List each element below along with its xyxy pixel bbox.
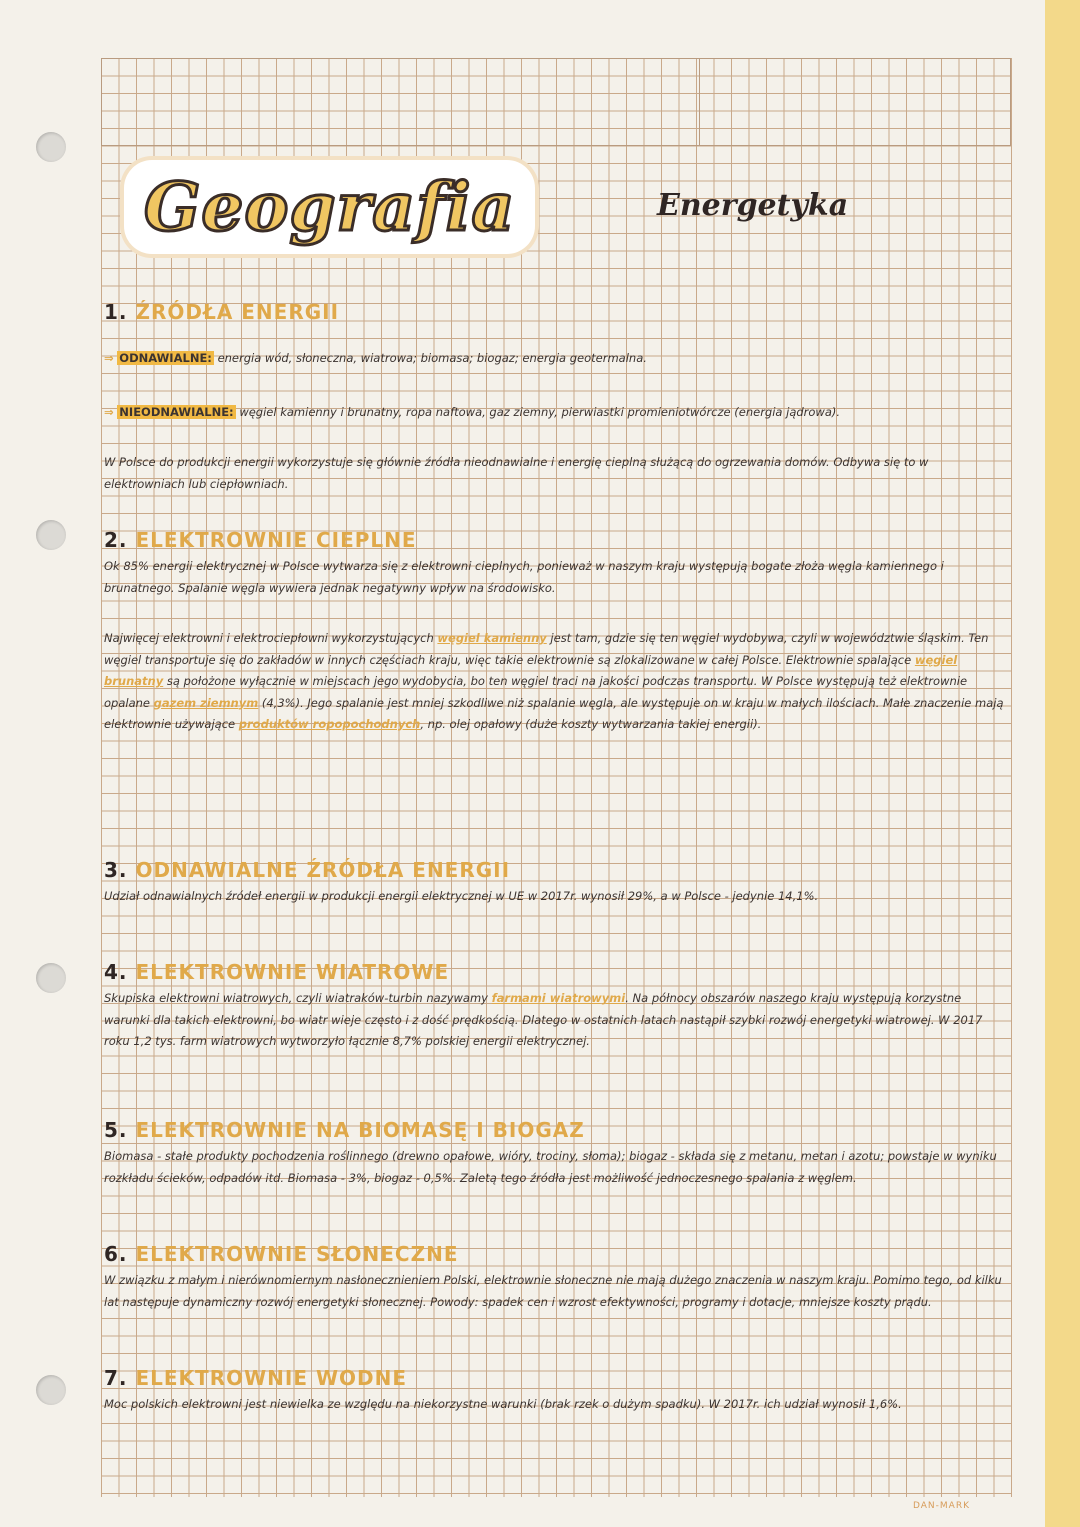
- punch-hole: [36, 520, 66, 550]
- thermal-plants-paragraph-1: Ok 85% energii elektrycznej w Polsce wytwarza się z elektrowni cieplnych, ponieważ w naszym kraju występują bogate złoża węgla kamiennego i brunatnego. Spalanie węgla wywiera jednak negatywny wpływ na środowisko.: [104, 559, 944, 595]
- arrow-icon: ⇒: [104, 351, 114, 365]
- header-box: [101, 58, 1011, 146]
- renewables-share-text: Udział odnawialnych źródeł energii w produkcji energii elektrycznej w UE w 2017r. wynosił 29%, a w Polsce - jedynie 14,1%.: [104, 889, 819, 903]
- page-bottom-margin: [0, 1497, 1050, 1527]
- notebook-cover-edge: [1045, 0, 1080, 1527]
- wind-plants-text: Skupiska elektrowni wiatrowych, czyli wiatraków-turbin nazywamy farmami wiatrowymi. Na północy obszarów naszego kraju występują korzystne warunki dla takich elektrowni, bo wiatr wieje często i z dość prędkością. Dlatego w ostatnich latach nastąpił szybki rozwój energetyki wiatrowej. W 2017 roku 1,2 tys. farm wiatrowych wytworzyło łącznie 8,7% polskiej energii elektrycznej.: [104, 991, 983, 1048]
- biomass-text: Biomasa - stałe produkty pochodzenia roślinnego (drewno opałowe, wióry, trociny, słoma); biogaz - składa się z metanu, metan i azotu; powstaje w wyniku rozkładu ścieków, odpadów itd. Biomasa - 3%, biogaz - 0,5%. Zaletą tego źródła jest możliwość jednoczesnego spalania z węglem.: [104, 1149, 997, 1185]
- section-heading-6: 6. ELEKTROWNIE SŁONECZNE: [104, 1242, 459, 1266]
- section-heading-2: 2. ELEKTROWNIE CIEPLNE: [104, 528, 417, 552]
- section-heading-3: 3. ODNAWIALNE ŹRÓDŁA ENERGII: [104, 858, 511, 882]
- arrow-icon: ⇒: [104, 405, 114, 419]
- header-divider: [699, 59, 700, 145]
- page-top-margin: [0, 0, 1050, 58]
- title-sticker: [124, 160, 535, 254]
- nonrenewable-sources-line: ⇒ NIEODNAWIALNE: węgiel kamienny i brunatny, ropa naftowa, gaz ziemny, pierwiastki promieniotwórcze (energia jądrowa).: [104, 405, 841, 419]
- page-subtitle: Energetyka: [657, 188, 849, 223]
- renewable-sources-line: ⇒ ODNAWIALNE: energia wód, słoneczna, wiatrowa; biomasa; biogaz; energia geotermalna.: [104, 351, 647, 365]
- section-heading-1: 1. ŹRÓDŁA ENERGII: [104, 300, 340, 324]
- thermal-plants-paragraph-2: Najwięcej elektrowni i elektrociepłowni wykorzystujących węgiel kamienny jest tam, gdzie się ten węgiel wydobywa, czyli w województwie śląskim. Ten węgiel transportuje się do zakładów w innych częściach kraju, więc takie elektrownie są zlokalizowane w całej Polsce. Elektrownie spalające węgiel brunatny są położone wyłącznie w miejscach jego wydobycia, bo ten węgiel traci na jakości podczas transportu. W Polsce występują też elektrownie opalane gazem ziemnym (4,3%). Jego spalanie jest mniej szkodliwe niż spalanie węgla, ale występuje on w kraju w małych ilościach. Małe znaczenie mają elektrownie używające produktów ropopochodnych, np. olej opałowy (duże koszty wytwarzania takiej energii).: [104, 631, 1004, 731]
- section-heading-7: 7. ELEKTROWNIE WODNE: [104, 1366, 408, 1390]
- section-heading-5: 5. ELEKTROWNIE NA BIOMASĘ I BIOGAZ: [104, 1118, 585, 1142]
- punch-hole: [36, 1375, 66, 1405]
- punch-hole: [36, 132, 66, 162]
- page-left-margin: [0, 0, 101, 1527]
- solar-plants-text: W związku z małym i nierównomiernym nasłonecznieniem Polski, elektrownie słoneczne nie mają dużego znaczenia w naszym kraju. Pomimo tego, od kilku lat następuje dynamiczny rozwój energetyki słonecznej. Powody: spadek cen i wzrost efektywności, programy i dotacje, mniejsze koszty prądu.: [104, 1273, 1002, 1309]
- section-heading-4: 4. ELEKTROWNIE WIATROWE: [104, 960, 450, 984]
- paper-brand-label: DAN-MARK: [913, 1501, 970, 1511]
- poland-energy-text: W Polsce do produkcji energii wykorzystuje się głównie źródła nieodnawialne i energię cieplną służącą do ogrzewania domów. Odbywa się to w elektrowniach lub ciepłowniach.: [104, 455, 929, 491]
- punch-hole: [36, 963, 66, 993]
- page-title: Geografia: [124, 160, 535, 254]
- hydro-plants-text: Moc polskich elektrowni jest niewielka ze względu na niekorzystne warunki (brak rzek o dużym spadku). W 2017r. ich udział wynosił 1,6%.: [104, 1397, 902, 1411]
